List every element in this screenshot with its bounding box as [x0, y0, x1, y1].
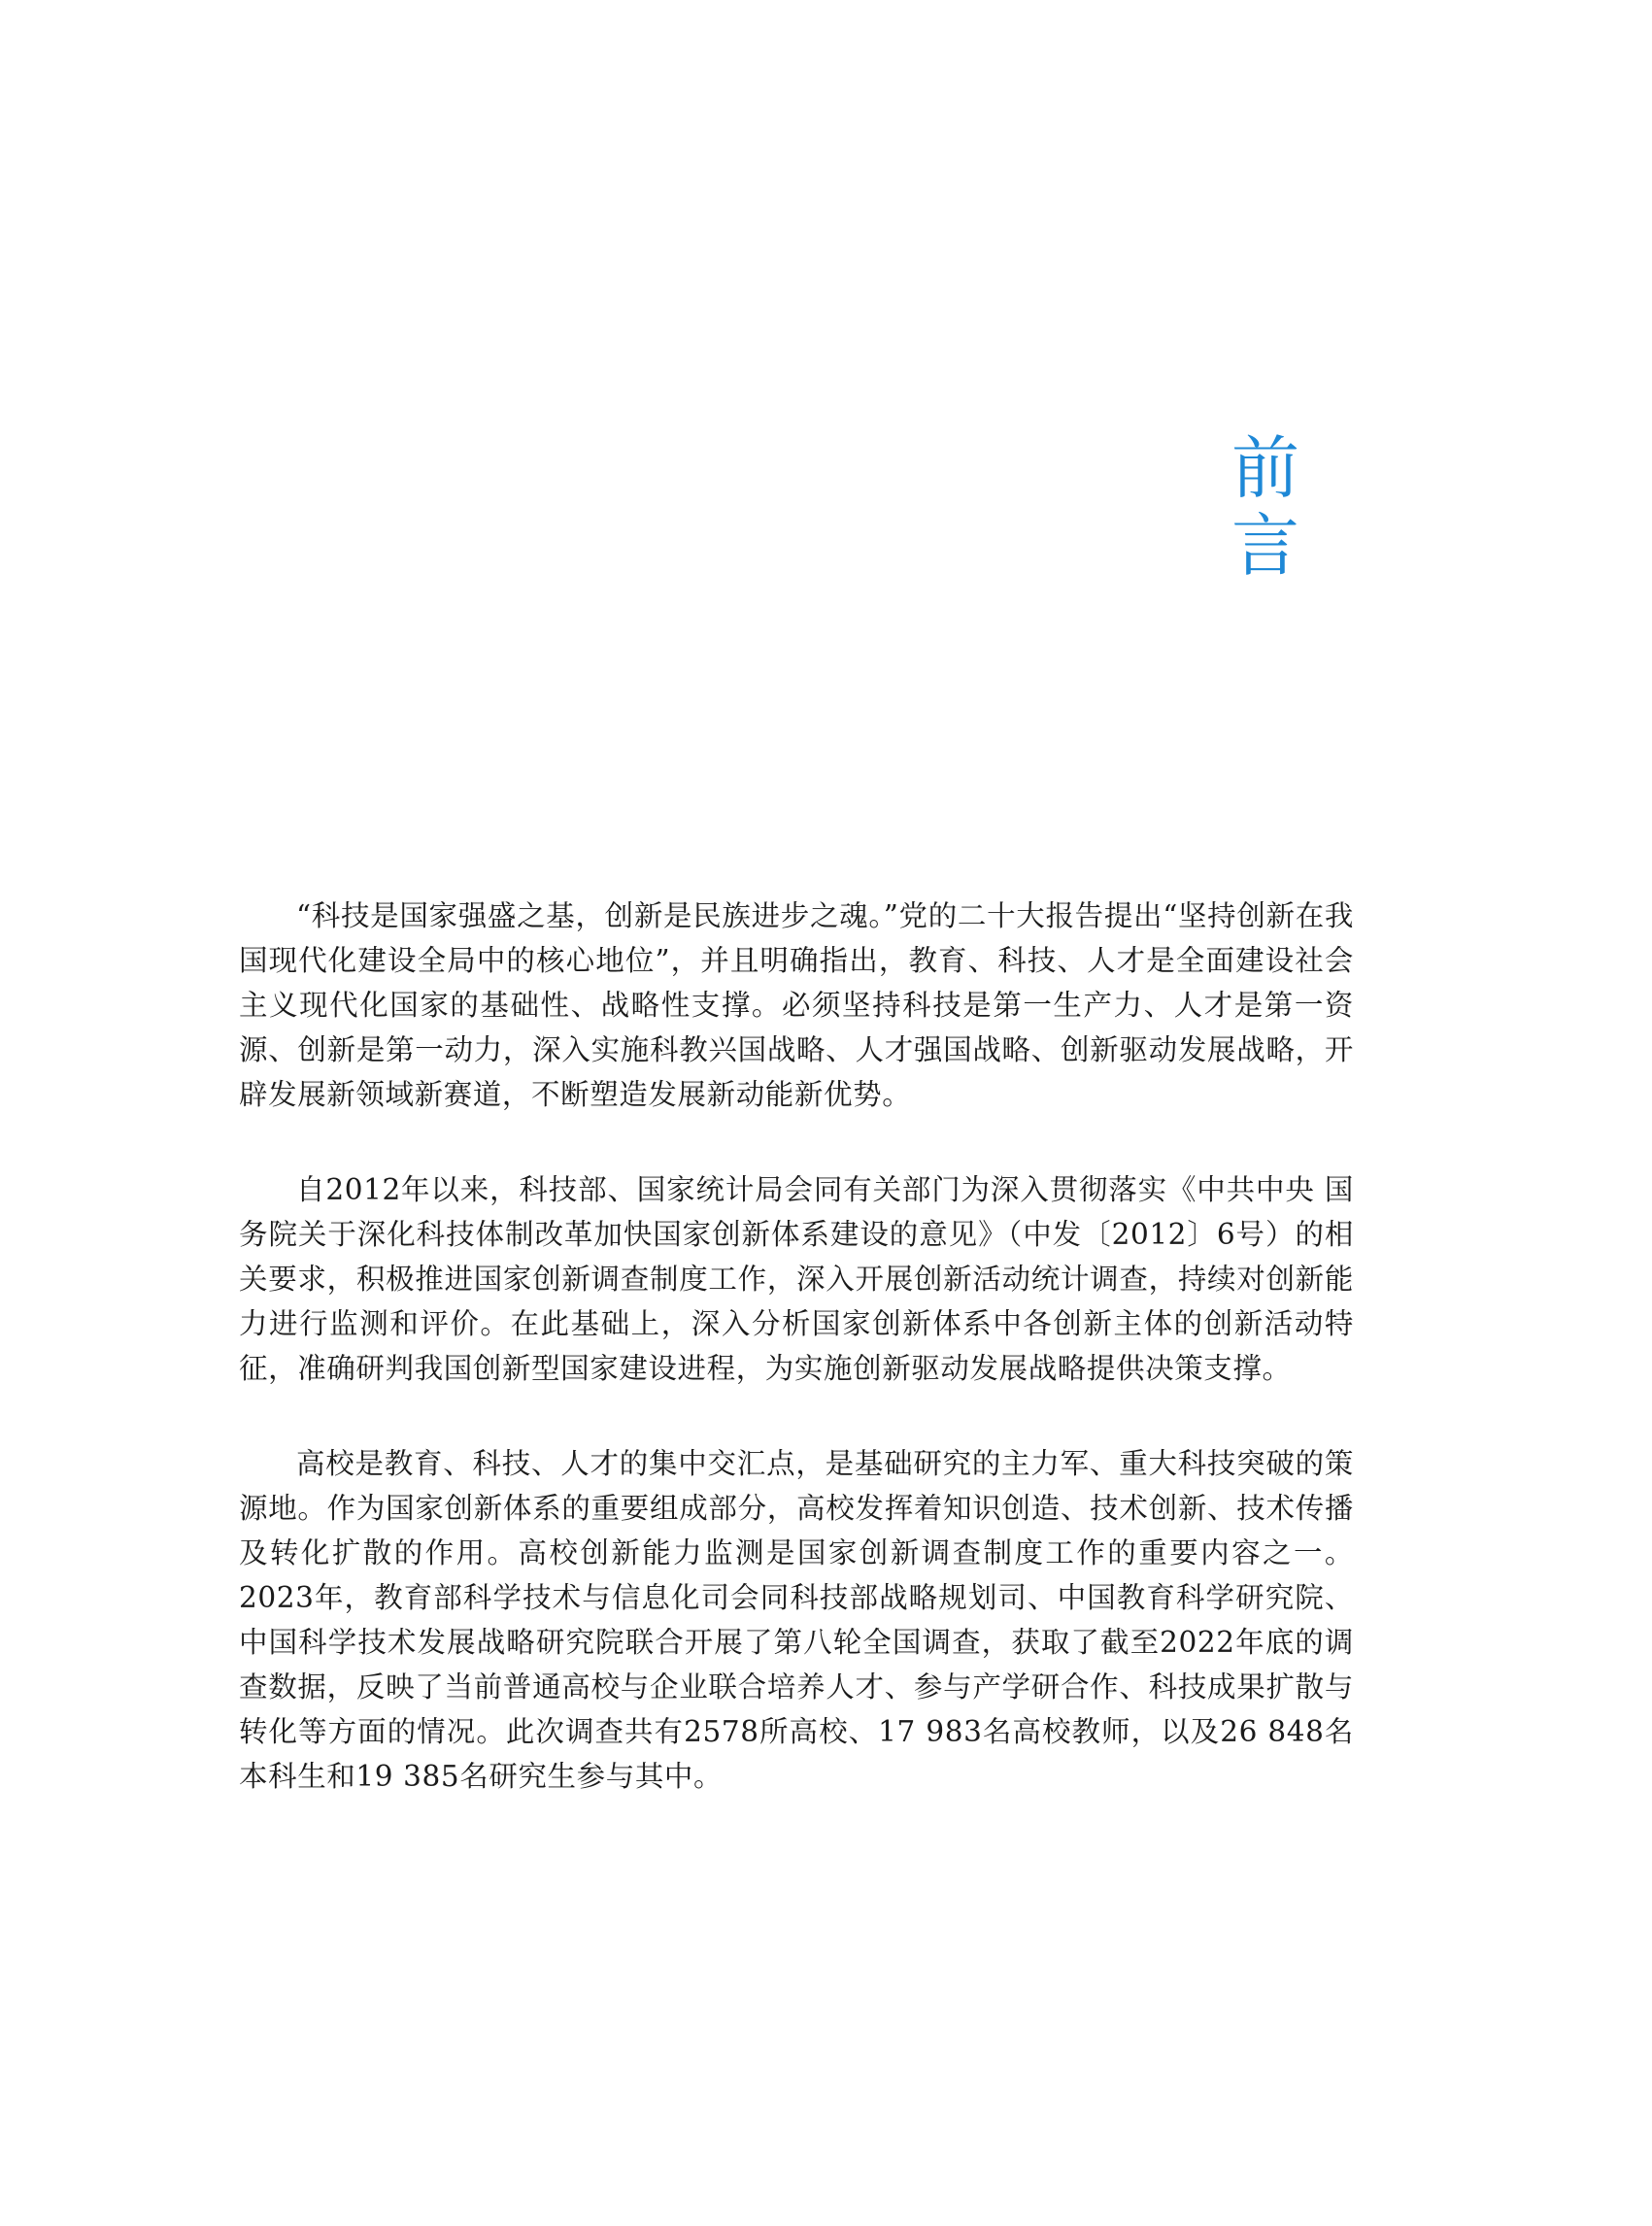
body-text — [239, 894, 1354, 1849]
paragraph-3: 高校是教育、科技、人才的集中交汇点，是基础研究的主力军、重大科技突破的策源地。作为国家创新体系的重要组成部分，高校发挥着知识创造、技术创新、技术传播及转化扩散的作用。高校创新能力监测是国家创新调查制度工作的重要内容之一。2023年，教育部科学技术与信息化司会同科技部战略规划司、中国教育科学研究院、中国科学技术发展战略研究院联合开展了第八轮全国调查，获取了截至2022年底的调查数据，反映了当前普通高校与企业联合培养人才、参与产学研合作、科技成果扩散与转化等方面的情况。此次调查共有2578所高校、17 983名高校教师，以及26 848名本科生和19 385名研究生参与其中。 — [239, 1447, 1354, 1793]
paragraph-1: “科技是国家强盛之基，创新是民族进步之魂。”党的二十大报告提出“坚持创新在我国现代化建设全局中的核心地位”，并且明确指出，教育、科技、人才是全面建设社会主义现代化国家的基础性、战略性支撑。必须坚持科技是第一生产力、人才是第一资源、创新是第一动力，深入实施科教兴国战略、人才强国战略、创新驱动发展战略，开辟发展新领域新赛道，不断塑造发展新动能新优势。 — [239, 899, 1354, 1111]
paragraph-2: 自2012年以来，科技部、国家统计局会同有关部门为深入贯彻落实《中共中央 国务院关于深化科技体制改革加快国家创新体系建设的意见》（中发〔2012〕6号）的相关要求，积极推进国家创新调查制度工作，深入开展创新活动统计调查，持续对创新能力进行监测和评价。在此基础上，深入分析国家创新体系中各创新主体的创新活动特征，准确研判我国创新型国家建设进程，为实施创新驱动发展战略提供决策支撑。 — [239, 1173, 1354, 1385]
page-title: 前 言 — [1231, 427, 1360, 586]
